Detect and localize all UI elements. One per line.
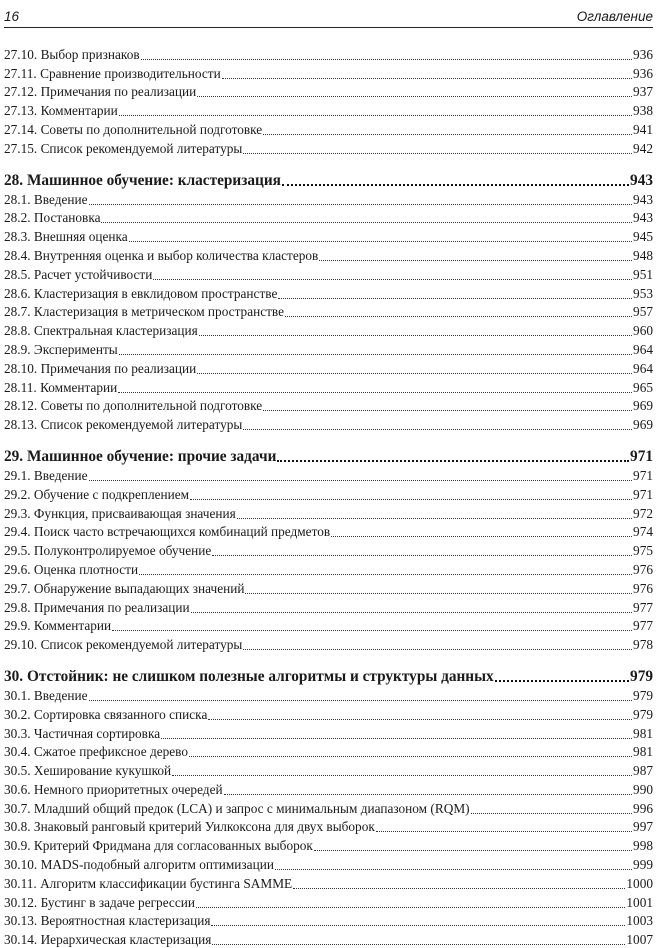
- toc-page-number: 964: [633, 360, 653, 376]
- dot-leader: [237, 518, 632, 519]
- toc-entry[interactable]: [4, 503, 653, 522]
- toc-entry[interactable]: [4, 704, 653, 723]
- toc-chapter[interactable]: [4, 445, 653, 465]
- table-of-contents: [4, 44, 653, 948]
- toc-entry[interactable]: [4, 835, 653, 854]
- dot-leader: [139, 574, 632, 575]
- toc-entry[interactable]: [4, 634, 653, 653]
- toc-entry[interactable]: [4, 414, 653, 433]
- toc-entry-title: 29.1. Введение: [4, 467, 88, 483]
- toc-page-number: 1001: [626, 894, 653, 910]
- toc-entry-title: 28.3. Внешняя оценка: [4, 229, 128, 245]
- toc-entry[interactable]: [4, 892, 653, 911]
- toc-page-number: 971: [630, 448, 653, 466]
- toc-page-number: 977: [633, 599, 653, 615]
- toc-entry[interactable]: [4, 245, 653, 264]
- toc-entry-title: 30.11. Алгоритм классификации бустинга SAMME: [4, 875, 293, 891]
- toc-entry[interactable]: [4, 119, 653, 138]
- toc-entry-title: 28.1. Введение: [4, 191, 88, 207]
- toc-entry-title: 29.7. Обнаружение выпадающих значений: [4, 580, 245, 596]
- toc-entry[interactable]: [4, 578, 653, 597]
- toc-page-number: 976: [633, 580, 653, 596]
- chapter-spacer: [4, 157, 653, 169]
- toc-page-number: 941: [633, 121, 653, 137]
- toc-entry-title: 30.13. Вероятностная кластеризация: [4, 913, 211, 929]
- toc-entry[interactable]: [4, 597, 653, 616]
- toc-page-number: 987: [633, 763, 653, 779]
- toc-entry-title: 30.14. Иерархическая кластеризация: [4, 932, 212, 948]
- toc-entry[interactable]: [4, 63, 653, 82]
- dot-leader: [212, 555, 632, 556]
- dot-leader: [263, 134, 632, 135]
- dot-leader: [263, 410, 632, 411]
- toc-page-number: 981: [633, 725, 653, 741]
- dot-leader: [211, 925, 625, 926]
- toc-entry-title: 30.5. Хеширование кукушкой: [4, 763, 172, 779]
- dot-leader: [471, 813, 632, 814]
- toc-entry-title: 29.9. Комментарии: [4, 618, 112, 634]
- toc-entry-title: 29. Машинное обучение: прочие задачи: [4, 448, 277, 466]
- toc-entry-title: 30.6. Немного приоритетных очередей: [4, 781, 223, 797]
- toc-entry-title: 28. Машинное обучение: кластеризация: [4, 171, 281, 189]
- toc-entry-title: 30.4. Сжатое префиксное дерево: [4, 744, 189, 760]
- toc-entry[interactable]: [4, 283, 653, 302]
- chapter-spacer: [4, 653, 653, 665]
- toc-entry[interactable]: [4, 358, 653, 377]
- toc-entry-title: 29.10. Список рекомендуемой литературы: [4, 637, 243, 653]
- toc-entry-title: 28.8. Спектральная кластеризация: [4, 323, 198, 339]
- toc-page-number: 1000: [626, 875, 653, 891]
- toc-page-number: 998: [633, 838, 653, 854]
- dot-leader: [208, 719, 632, 720]
- dot-leader: [89, 204, 633, 205]
- dot-leader: [376, 831, 632, 832]
- toc-entry[interactable]: [4, 522, 653, 541]
- toc-entry[interactable]: [4, 873, 653, 892]
- toc-page-number: 979: [633, 706, 653, 722]
- dot-leader: [243, 429, 632, 430]
- dot-leader: [275, 869, 632, 870]
- dot-leader: [119, 115, 632, 116]
- toc-page-number: 953: [633, 285, 653, 301]
- toc-entry-title: 27.13. Комментарии: [4, 103, 118, 119]
- toc-page-number: 951: [633, 266, 653, 282]
- toc-entry[interactable]: [4, 540, 653, 559]
- toc-entry[interactable]: [4, 44, 653, 63]
- dot-leader: [222, 78, 632, 79]
- dot-leader: [129, 241, 632, 242]
- dot-leader: [89, 480, 633, 481]
- toc-entry-title: 28.4. Внутренняя оценка и выбор количества кластеров: [4, 247, 319, 263]
- section-title: Оглавление: [576, 9, 653, 24]
- toc-page-number: 996: [633, 800, 653, 816]
- toc-page-number: 948: [633, 247, 653, 263]
- chapter-spacer: [4, 433, 653, 445]
- toc-entry-title: 29.3. Функция, присваивающая значения: [4, 505, 236, 521]
- dot-leader: [190, 499, 632, 500]
- toc-entry[interactable]: [4, 798, 653, 817]
- dot-leader: [293, 888, 625, 889]
- toc-chapter[interactable]: [4, 169, 653, 189]
- toc-entry-title: 30. Отстойник: не слишком полезные алгоритмы и структуры данных: [4, 668, 494, 686]
- toc-page-number: 974: [633, 524, 653, 540]
- toc-entry-title: 30.12. Бустинг в задаче регрессии: [4, 894, 195, 910]
- toc-entry-title: 30.2. Сортировка связанного списка: [4, 706, 208, 722]
- toc-chapter[interactable]: [4, 665, 653, 685]
- dot-leader: [118, 392, 632, 393]
- toc-entry[interactable]: [4, 742, 653, 761]
- toc-entry-title: 27.10. Выбор признаков: [4, 46, 140, 62]
- toc-entry-title: 27.14. Советы по дополнительной подготовке: [4, 121, 263, 137]
- dot-leader: [141, 59, 632, 60]
- toc-page-number: 971: [633, 486, 653, 502]
- toc-entry[interactable]: [4, 189, 653, 208]
- dot-leader: [331, 536, 632, 537]
- toc-entry[interactable]: [4, 302, 653, 321]
- toc-page-number: 945: [633, 229, 653, 245]
- dot-leader: [199, 335, 632, 336]
- dot-leader: [319, 260, 632, 261]
- toc-entry[interactable]: [4, 559, 653, 578]
- toc-page-number: 978: [633, 637, 653, 653]
- dot-leader: [278, 298, 632, 299]
- toc-entry[interactable]: [4, 616, 653, 635]
- toc-entry[interactable]: [4, 208, 653, 227]
- toc-entry-title: 28.5. Расчет устойчивости: [4, 266, 153, 282]
- toc-page-number: 990: [633, 781, 653, 797]
- dot-leader: [161, 738, 632, 739]
- toc-entry-title: 28.9. Эксперименты: [4, 341, 118, 357]
- toc-page-number: 964: [633, 341, 653, 357]
- running-header: [4, 3, 653, 28]
- page-number: 16: [4, 9, 20, 24]
- toc-page-number: 977: [633, 618, 653, 634]
- toc-entry[interactable]: [4, 396, 653, 415]
- toc-page-number: 936: [633, 65, 653, 81]
- toc-page-number: 943: [633, 191, 653, 207]
- toc-entry-title: 27.15. Список рекомендуемой литературы: [4, 140, 243, 156]
- toc-entry-title: 28.10. Примечания по реализации: [4, 360, 197, 376]
- toc-entry[interactable]: [4, 723, 653, 742]
- toc-entry[interactable]: [4, 760, 653, 779]
- toc-entry[interactable]: [4, 929, 653, 948]
- toc-entry-title: 28.7. Кластеризация в метрическом пространстве: [4, 304, 285, 320]
- dot-leader: [197, 96, 632, 97]
- toc-entry[interactable]: [4, 320, 653, 339]
- dot-leader: [101, 222, 632, 223]
- toc-page-number: 943: [630, 171, 653, 189]
- dot-leader: [172, 775, 632, 776]
- dot-leader: [282, 184, 629, 186]
- toc-entry[interactable]: [4, 264, 653, 283]
- toc-entry[interactable]: [4, 339, 653, 358]
- toc-entry[interactable]: [4, 82, 653, 101]
- toc-page-number: 971: [633, 467, 653, 483]
- toc-entry[interactable]: [4, 100, 653, 119]
- toc-page-number: 957: [633, 304, 653, 320]
- toc-page-number: 976: [633, 561, 653, 577]
- dot-leader: [196, 907, 625, 908]
- dot-leader: [153, 279, 632, 280]
- toc-page-number: 942: [633, 140, 653, 156]
- toc-page-number: 943: [633, 210, 653, 226]
- toc-entry[interactable]: [4, 484, 653, 503]
- toc-entry[interactable]: [4, 817, 653, 836]
- toc-entry-title: 30.9. Критерий Фридмана для согласованных выборок: [4, 838, 313, 854]
- toc-entry[interactable]: [4, 465, 653, 484]
- toc-page-number: 972: [633, 505, 653, 521]
- toc-entry-title: 30.7. Младший общий предок (LCA) и запрос с минимальным диапазоном (RQM): [4, 800, 470, 816]
- toc-page-number: 969: [633, 417, 653, 433]
- toc-entry-title: 30.8. Знаковый ранговый критерий Уилкоксона для двух выборок: [4, 819, 375, 835]
- dot-leader: [197, 373, 632, 374]
- dot-leader: [112, 630, 632, 631]
- toc-page-number: 979: [633, 687, 653, 703]
- toc-entry[interactable]: [4, 377, 653, 396]
- toc-entry-title: 29.4. Поиск часто встречающихся комбинаций предметов: [4, 524, 331, 540]
- dot-leader: [89, 700, 633, 701]
- toc-entry-title: 28.13. Список рекомендуемой литературы: [4, 417, 243, 433]
- toc-page-number: 960: [633, 323, 653, 339]
- toc-entry-title: 27.12. Примечания по реализации: [4, 84, 197, 100]
- dot-leader: [224, 794, 632, 795]
- toc-page-number: 1007: [626, 932, 653, 948]
- toc-entry[interactable]: [4, 138, 653, 157]
- toc-entry-title: 29.6. Оценка плотности: [4, 561, 139, 577]
- dot-leader: [277, 460, 629, 462]
- toc-page-number: 1003: [626, 913, 653, 929]
- toc-page-number: 981: [633, 744, 653, 760]
- toc-page-number: 997: [633, 819, 653, 835]
- dot-leader: [285, 316, 632, 317]
- toc-entry-title: 29.2. Обучение с подкреплением: [4, 486, 190, 502]
- toc-page-number: 965: [633, 379, 653, 395]
- toc-page-number: 979: [630, 668, 653, 686]
- dot-leader: [495, 680, 629, 682]
- toc-entry-title: 28.12. Советы по дополнительной подготовке: [4, 398, 263, 414]
- dot-leader: [119, 354, 632, 355]
- toc-entry-title: 30.10. MADS-подобный алгоритм оптимизации: [4, 857, 274, 873]
- toc-page-number: 975: [633, 543, 653, 559]
- toc-page-number: 999: [633, 857, 653, 873]
- dot-leader: [314, 850, 632, 851]
- dot-leader: [212, 944, 625, 945]
- toc-page-number: 969: [633, 398, 653, 414]
- toc-entry-title: 28.6. Кластеризация в евклидовом пространстве: [4, 285, 278, 301]
- toc-entry[interactable]: [4, 854, 653, 873]
- dot-leader: [245, 593, 632, 594]
- toc-entry[interactable]: [4, 226, 653, 245]
- toc-entry-title: 29.8. Примечания по реализации: [4, 599, 190, 615]
- dot-leader: [243, 153, 632, 154]
- toc-entry-title: 27.11. Сравнение производительности: [4, 65, 221, 81]
- toc-entry[interactable]: [4, 685, 653, 704]
- toc-entry[interactable]: [4, 779, 653, 798]
- toc-entry-title: 28.11. Комментарии: [4, 379, 118, 395]
- toc-entry-title: 29.5. Полуконтролируемое обучение: [4, 543, 212, 559]
- toc-page-number: 937: [633, 84, 653, 100]
- dot-leader: [191, 612, 632, 613]
- toc-entry-title: 30.1. Введение: [4, 687, 88, 703]
- dot-leader: [243, 649, 632, 650]
- dot-leader: [189, 756, 632, 757]
- toc-page-number: 936: [633, 46, 653, 62]
- toc-entry-title: 30.3. Частичная сортировка: [4, 725, 161, 741]
- toc-entry[interactable]: [4, 911, 653, 930]
- toc-page-number: 938: [633, 103, 653, 119]
- toc-entry-title: 28.2. Постановка: [4, 210, 101, 226]
